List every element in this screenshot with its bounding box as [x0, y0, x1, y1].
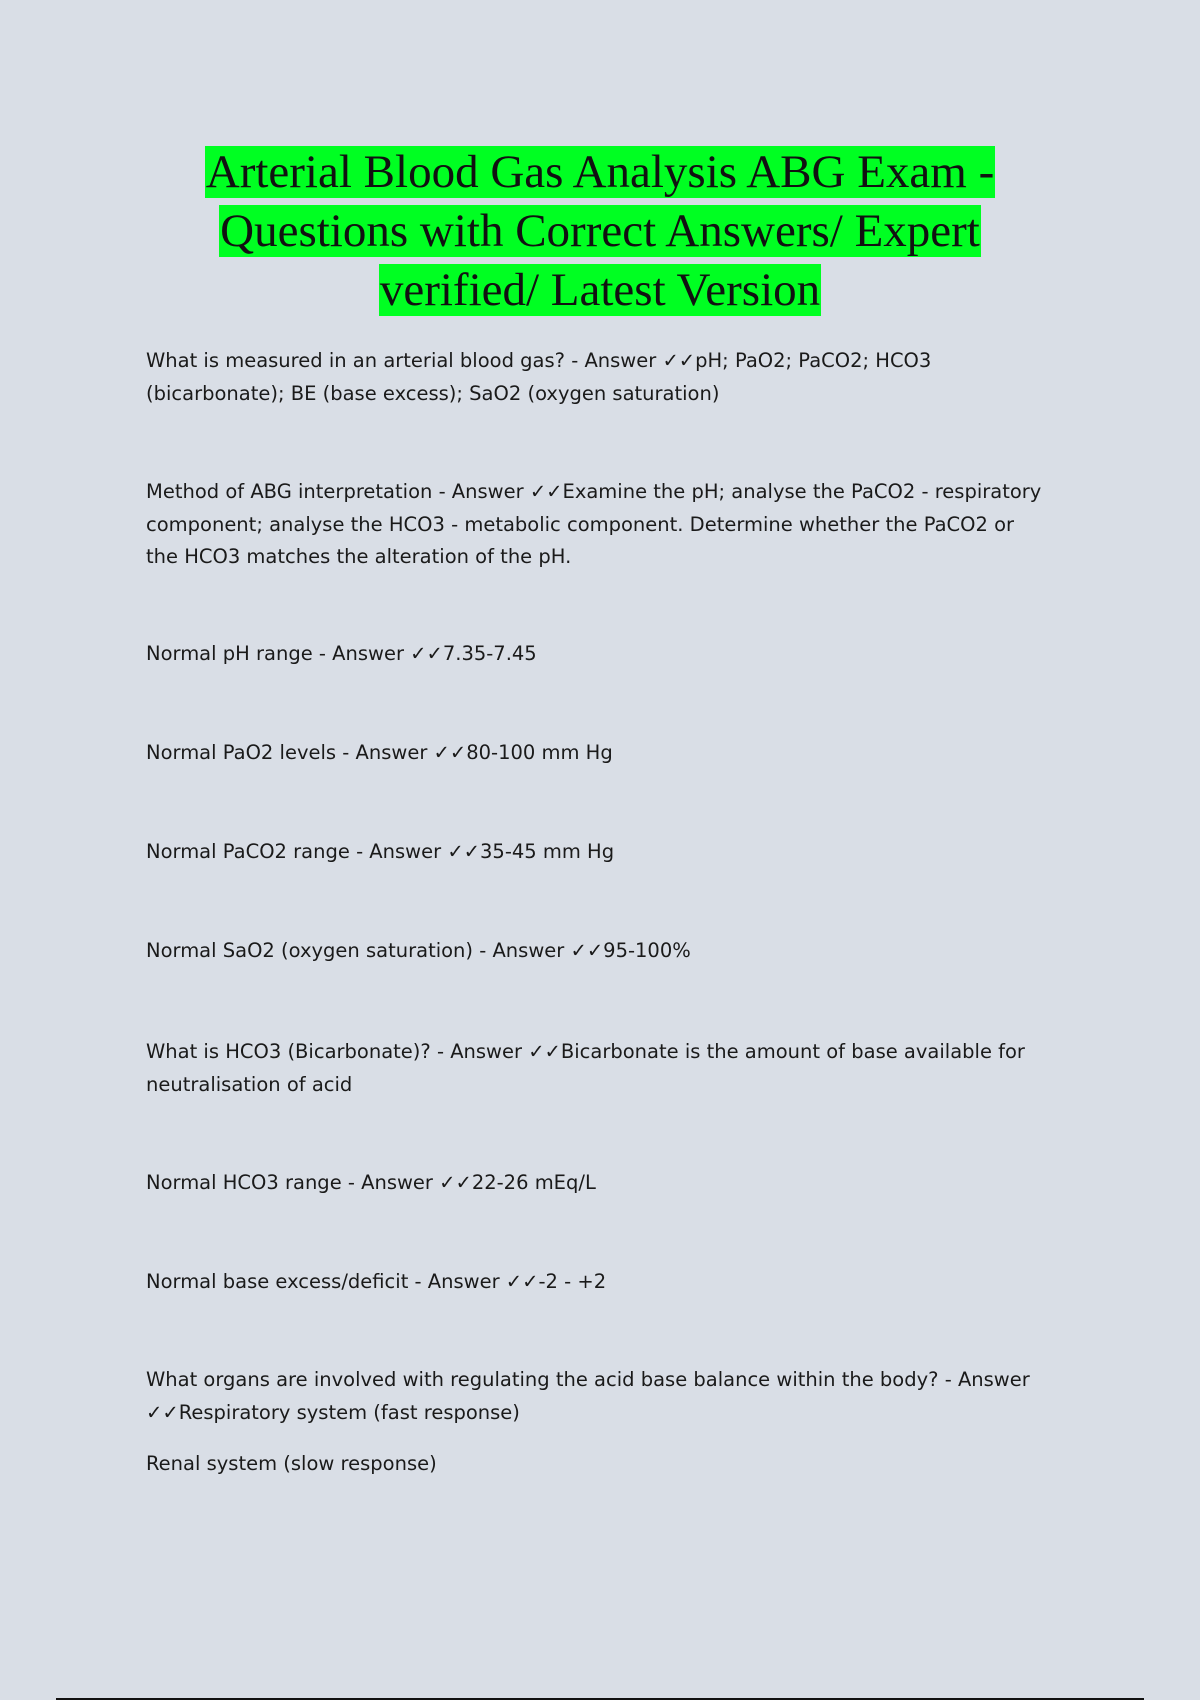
answer-marker: - Answer ✓✓: [571, 349, 696, 372]
qa-item: [146, 638, 1046, 671]
answer-text: Respiratory system (fast response): [178, 1400, 520, 1424]
qa-item: [146, 1266, 1046, 1299]
qa-item-continued: [146, 1448, 1046, 1481]
title-line-3: verified/ Latest Version: [379, 264, 821, 316]
qa-item: [146, 737, 1046, 770]
question-text: Normal PaCO2 range: [146, 840, 350, 863]
qa-item: [146, 836, 1046, 869]
answer-marker: - Answer ✓✓: [438, 480, 563, 503]
question-text: Method of ABG interpretation: [146, 480, 433, 503]
question-text: What organs are involved with regulating the acid base balance within the body?: [146, 1368, 939, 1391]
answer-text: 35-45 mm Hg: [480, 840, 615, 863]
answer-text: Bicarbonate is the amount of base available for neutralisation of acid: [146, 1040, 1025, 1096]
question-text: Normal PaO2 levels: [146, 741, 337, 764]
answer-marker: - Answer ✓✓: [436, 1040, 561, 1063]
answer-text: 22-26 mEq/L: [471, 1171, 596, 1194]
answer-marker: - Answer ✓✓: [146, 1368, 1030, 1424]
answer-text: Examine the pH; analyse the PaCO2 - respiratory component; analyse the HCO3 - metabolic component. Determine whether the PaCO2 or the HCO3 matches the alteration of the pH.: [146, 480, 1042, 568]
answer-text: 80-100 mm Hg: [466, 741, 613, 764]
answer-marker: - Answer ✓✓: [318, 642, 443, 665]
answer-text: -2 - +2: [538, 1270, 607, 1293]
answer-text: 95-100%: [603, 939, 691, 962]
question-text: What is HCO3 (Bicarbonate)?: [146, 1040, 431, 1063]
question-text: Normal HCO3 range: [146, 1171, 342, 1194]
answer-text: pH; PaO2; PaCO2; HCO3 (bicarbonate); BE (base excess); SaO2 (oxygen saturation): [146, 349, 932, 405]
answer-marker: - Answer ✓✓: [479, 939, 604, 962]
question-text: What is measured in an arterial blood gas?: [146, 349, 565, 372]
qa-item: [146, 1167, 1046, 1200]
qa-item: [146, 935, 1046, 968]
answer-marker: - Answer ✓✓: [342, 741, 467, 764]
question-text: Normal base excess/deficit: [146, 1270, 409, 1293]
qa-item: [146, 476, 1046, 574]
qa-item: [146, 1036, 1046, 1101]
title-line-2: Questions with Correct Answers/ Expert: [220, 205, 980, 257]
document-title: [100, 143, 1100, 320]
answer-marker: - Answer ✓✓: [414, 1270, 539, 1293]
title-line-1: Arterial Blood Gas Analysis ABG Exam -: [205, 146, 995, 198]
answer-text-continued: Renal system (slow response): [146, 1452, 437, 1475]
qa-item: [146, 345, 1046, 410]
question-text: Normal pH range: [146, 642, 313, 665]
question-text: Normal SaO2 (oxygen saturation): [146, 939, 474, 962]
answer-marker: - Answer ✓✓: [356, 840, 480, 863]
answer-marker: - Answer ✓✓: [347, 1171, 472, 1194]
qa-item: [146, 1364, 1046, 1429]
answer-text: 7.35-7.45: [442, 642, 537, 665]
